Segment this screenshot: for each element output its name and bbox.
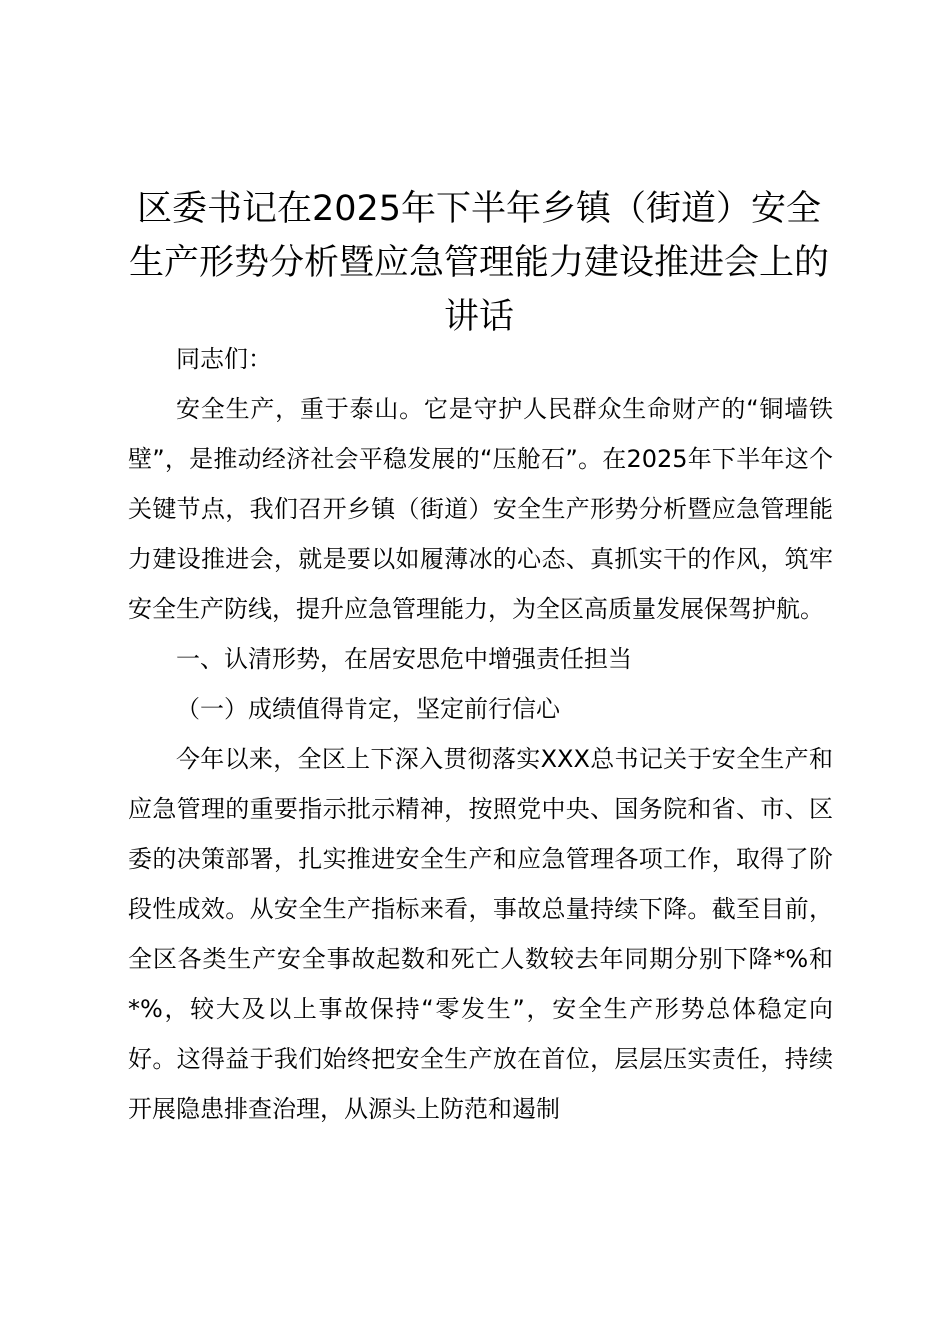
section-heading-1: 一、认清形势，在居安思危中增强责任担当 [176,645,632,673]
document-body [128,334,833,1134]
salutation: 同志们： [176,345,272,373]
paragraph-achievements: 今年以来，全区上下深入贯彻落实XXX总书记关于安全生产和应急管理的重要指示批示精神，按照党中央、国务院和省、市、区委的决策部署，扎实推进安全生产和应急管理各项工作，取得了阶段性成效。从安全生产指标来看，事故总量持续下降。截至目前，全区各类生产安全事故起数和死亡人数较去年同期分别下降*%和*%，较大及以上事故保持“零发生”，安全生产形势总体稳定向好。这得益于我们始终把安全生产放在首位，层层压实责任，持续开展隐患排查治理，从源头上防范和遏制 [128,745,833,1123]
paragraph-intro: 安全生产，重于泰山。它是守护人民群众生命财产的“铜墙铁壁”，是推动经济社会平稳发展的“压舱石”。在2025年下半年这个关键节点，我们召开乡镇（街道）安全生产形势分析暨应急管理能力建设推进会，就是要以如履薄冰的心态、真抓实干的作风，筑牢安全生产防线，提升应急管理能力，为全区高质量发展保驾护航。 [128,395,833,623]
document-title: 区委书记在2025年下半年乡镇（街道）安全生产形势分析暨应急管理能力建设推进会上的讲话 [128,189,829,337]
subsection-heading-1: （一）成绩值得肯定，坚定前行信心 [176,695,560,723]
